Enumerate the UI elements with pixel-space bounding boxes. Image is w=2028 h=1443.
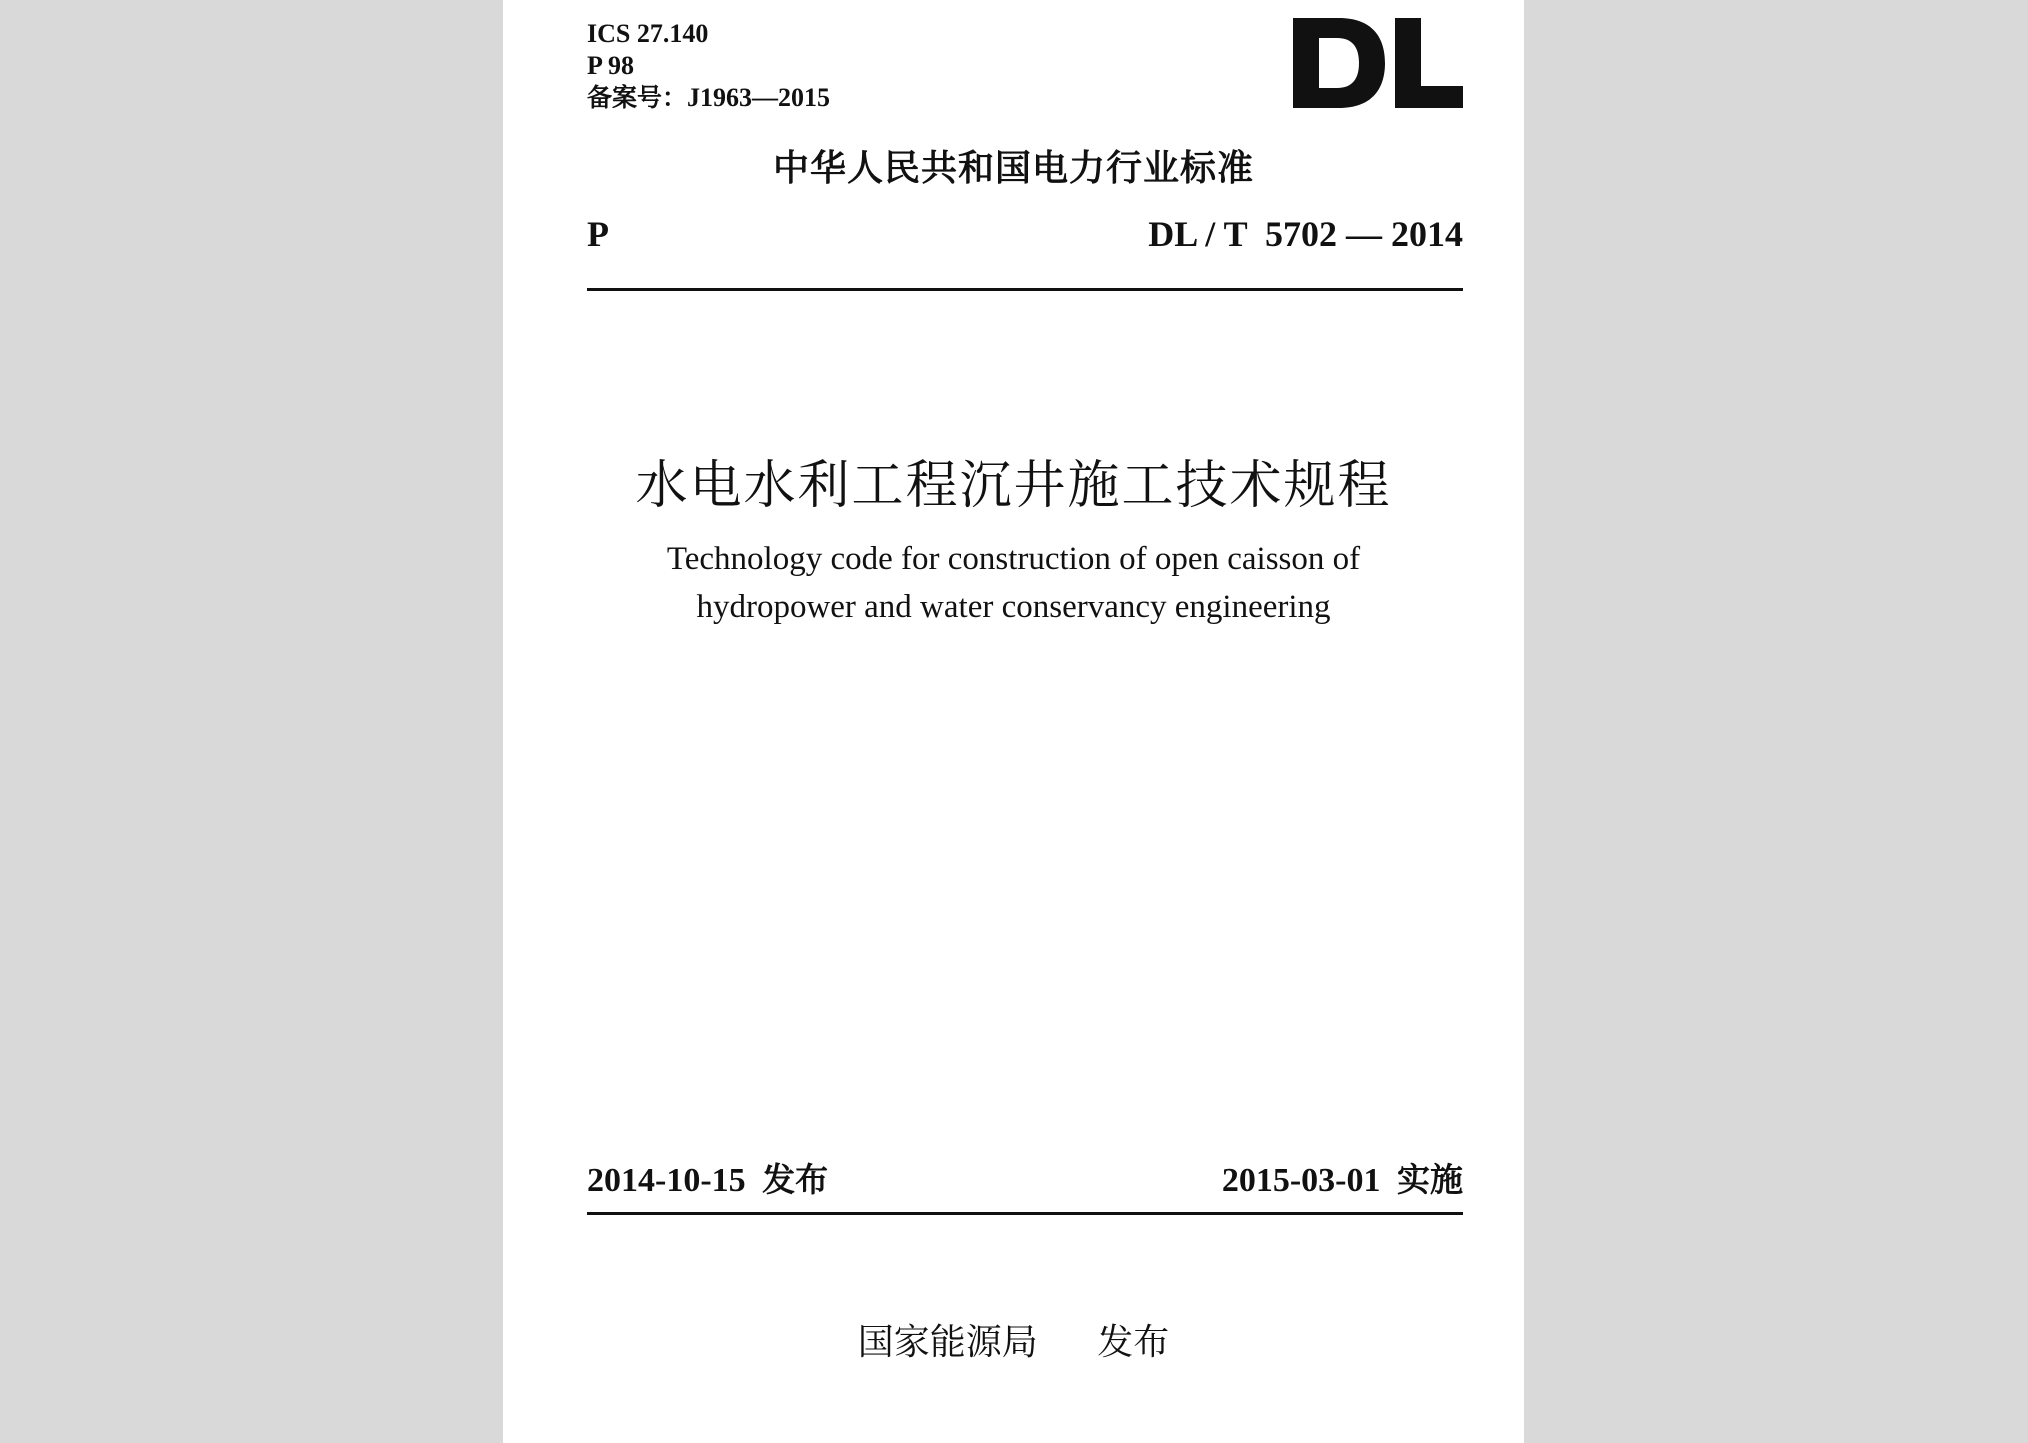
ccs-code: P 98: [587, 51, 634, 80]
record-number-line: [587, 82, 830, 114]
dl-logo: [1293, 18, 1463, 108]
effective-date-line: [1222, 1154, 1463, 1201]
issue-date: 2014-10-15: [587, 1162, 746, 1199]
chinese-title: 水电水利工程沉井施工技术规程: [635, 456, 1392, 516]
ics-code: ICS 27.140: [587, 19, 709, 48]
english-title-line-2: hydropower and water conservancy engineering: [696, 589, 1331, 625]
standard-code: DL / T 5702 — 2014: [1148, 214, 1463, 254]
class-letter: P: [587, 214, 609, 254]
header-rule: [587, 288, 1463, 291]
document-page: [503, 0, 1524, 1443]
english-title-line-1: Technology code for construction of open caisson of: [666, 541, 1361, 577]
footer-rule: [587, 1212, 1463, 1215]
publisher-action: 发布: [1097, 1322, 1170, 1363]
issue-date-line: [587, 1154, 828, 1201]
publisher-name: 国家能源局: [857, 1322, 1038, 1363]
record-number: J1963—2015: [687, 83, 831, 112]
standard-category: 中华人民共和国电力行业标准: [772, 148, 1254, 189]
effective-date: 2015-03-01: [1221, 1162, 1381, 1199]
publisher-line: [503, 1314, 1524, 1365]
record-label: 备案号：: [587, 83, 688, 112]
issue-label: 发布: [762, 1160, 829, 1199]
effective-label: 实施: [1397, 1160, 1463, 1199]
